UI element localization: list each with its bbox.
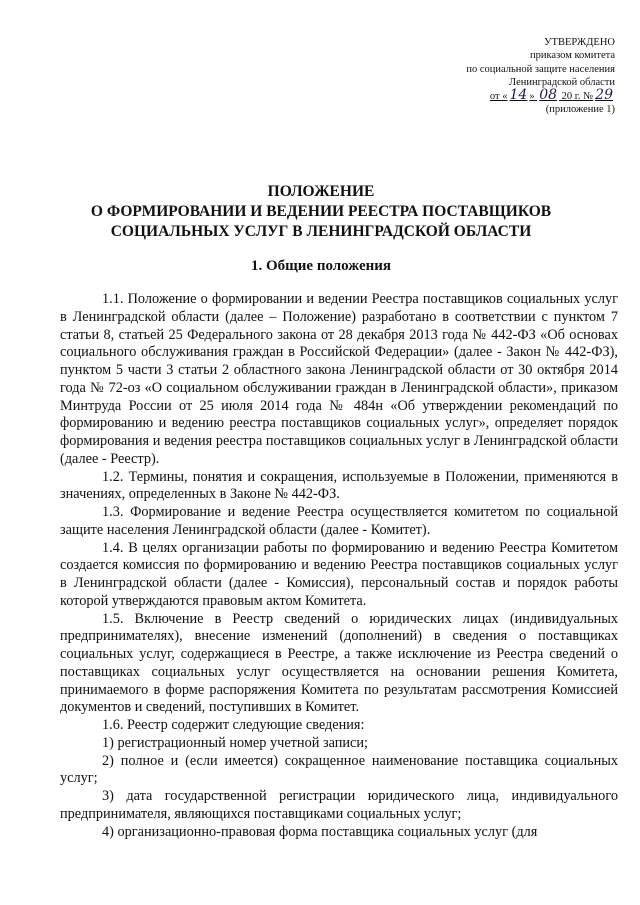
approval-date-line [400,89,615,103]
list-item-2: 2) полное и (если имеется) сокращенное наименование поставщика социальных услуг; [60,752,618,787]
paragraph-1-4: 1.4. В целях организации работы по формированию и ведению Реестра Комитетом создается комиссия по формированию и ведению Реестра поставщиков социальных услуг в Ленинградской области (далее - Комиссия), персональный состав и порядок работы которой утверждаются правовым актом Комитета. [60,539,618,609]
date-month: 08 [539,87,558,104]
list-item-3: 3) дата государственной регистрации юридического лица, индивидуального предпринимателя, являющихся поставщиками социальных услуг; [60,788,618,822]
title-line-2: О ФОРМИРОВАНИИ И ВЕДЕНИИ РЕЕСТРА ПОСТАВЩИКОВ [90,203,552,220]
paragraph-1-5: 1.5. Включение в Реестр сведений о юридических лицах (индивидуальных предпринимателях), внесение изменений (дополнений) в сведения о поставщиках социальных услуг, содержащиеся в Реестре, а также исключение из Реестра сведений о поставщиках социальных услуг осуществляется на основании решения Комитета, принимаемого в форме распоряжения Комитета по результатам рассмотрения Комиссией документов и сведений, поступивших в Комитет. [60,610,618,716]
title-line-3: СОЦИАЛЬНЫХ УСЛУГ В ЛЕНИНГРАДСКОЙ ОБЛАСТИ [110,223,532,240]
paragraph-1-6: 1.6. Реестр содержит следующие сведения: [102,717,365,733]
document-title [60,182,582,242]
date-year: 20 [561,91,573,103]
date-prefix: от « [489,91,508,103]
document-body [60,291,618,841]
approval-appendix: (приложение 1) [545,104,615,116]
approval-committee: по социальной защите населения [466,63,615,75]
list-item-4: 4) организационно-правовая форма поставщика социальных услуг (для [102,823,538,840]
paragraph-1-1: 1.1. Положение о формировании и ведении Реестра поставщиков социальных услуг в Ленинградской области (далее – Положение) разработано в соответствии с пунктом 7 статьи 8, статьей 25 Федерального закона от 28 декабря 2013 года № 442-ФЗ «Об основах социального обслуживания граждан в Российской Федерации» (далее - Закон № 442-ФЗ), пунктом 5 части 3 статьи 2 областного закона Ленинградской области от 30 октября 2014 года № 72-оз «О социальном обслуживании граждан в Ленинградской области», приказом Минтруда России от 25 июля 2014 года № 484н «Об утверждении рекомендаций по формированию и ведению реестра поставщиков социальных услуг», определяет порядок формирования и ведения реестра поставщиков социальных услуг в Ленинградской области (далее - Реестр). [60,291,618,467]
date-year-suffix: г. № [574,91,594,103]
paragraph-1-2: 1.2. Термины, понятия и сокращения, используемые в Положении, применяются в значениях, определенных в Законе № 442-ФЗ. [60,468,618,503]
approval-heading: УТВЕРЖДЕНО [544,37,615,48]
order-number: 29 [595,87,613,104]
list-item-1: 1) регистрационный номер учетной записи; [102,734,369,751]
section-heading: 1. Общие положения [250,258,392,274]
approval-order: приказом комитета [529,50,615,62]
paragraph-1-3: 1.3. Формирование и ведение Реестра осуществляется комитетом по социальной защите населения Ленинградской области (далее - Комитет). [60,504,618,538]
approval-region: Ленинградской области [509,76,615,88]
title-line-1: ПОЛОЖЕНИЕ [267,183,375,200]
date-mid: » [529,91,535,103]
date-day: 14 [509,87,528,104]
approval-stamp [400,36,615,117]
